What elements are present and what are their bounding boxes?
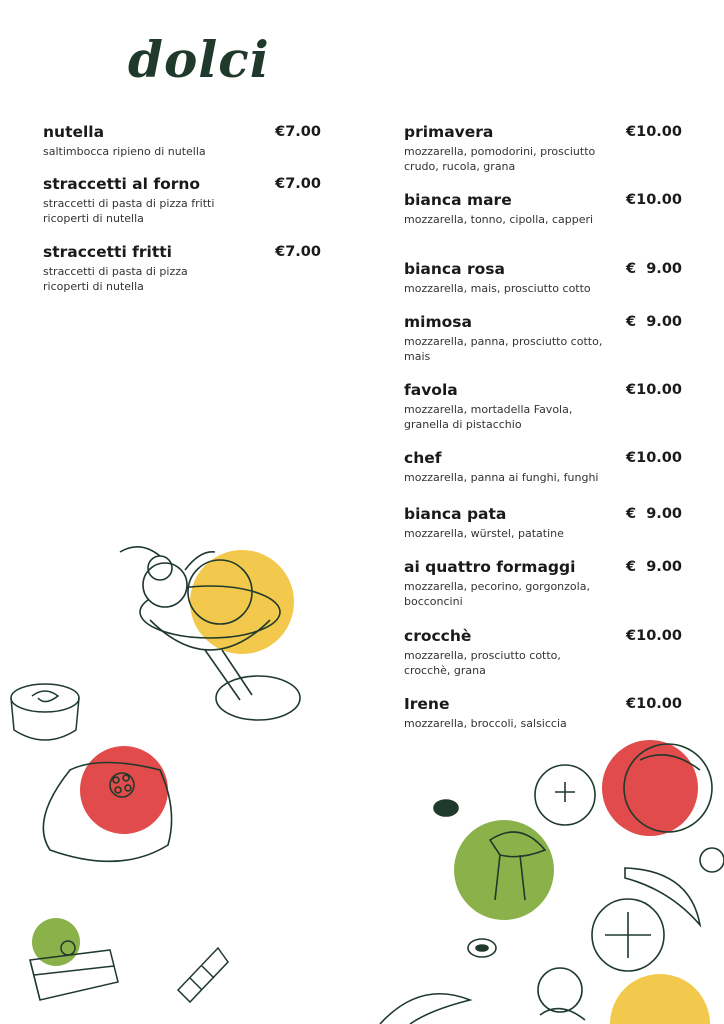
menu-item	[404, 312, 682, 364]
item-name: favola	[404, 381, 458, 399]
item-price: €10.00	[626, 382, 682, 398]
item-name: straccetti al forno	[43, 175, 201, 193]
item-description: mozzarella, broccoli, salsiccia	[404, 717, 567, 730]
item-description: mozzarella, pomodorini, prosciutto crudo, rucola, grana	[404, 145, 596, 173]
menu-item	[43, 174, 321, 226]
item-name: nutella	[43, 123, 105, 141]
tomato-icon	[535, 740, 712, 971]
item-price: € 9.00	[626, 559, 682, 575]
item-price: € 9.00	[626, 261, 682, 277]
item-name: straccetti fritti	[43, 243, 172, 261]
item-description: straccetti di pasta di pizza ricoperti di nutella	[43, 265, 188, 293]
decor-illustrations	[0, 530, 724, 1024]
item-price: €7.00	[275, 244, 321, 260]
item-price: €10.00	[626, 450, 682, 466]
page-title: dolci	[128, 30, 270, 89]
item-name: bianca pata	[404, 505, 507, 523]
item-name: bianca rosa	[404, 260, 505, 278]
item-name: bianca mare	[404, 191, 512, 209]
cinnamon-roll-icon	[11, 684, 79, 740]
menu-item	[43, 122, 321, 159]
cake-slice-icon	[30, 918, 118, 1000]
item-price: €7.00	[275, 124, 321, 140]
item-description: mozzarella, mortadella Favola, granella di pistacchio	[404, 403, 573, 431]
item-name: mimosa	[404, 313, 472, 331]
item-description: mozzarella, würstel, patatine	[404, 527, 564, 540]
menu-item	[404, 259, 682, 296]
panna-cotta-icon	[43, 746, 171, 861]
item-name: chef	[404, 449, 442, 467]
chocolate-bar-icon	[178, 948, 228, 1002]
menu-item	[43, 242, 321, 294]
item-description: mozzarella, panna, prosciutto cotto, mais	[404, 335, 603, 363]
menu-item	[404, 448, 682, 485]
item-name: Irene	[404, 695, 450, 713]
menu-item	[404, 190, 682, 227]
item-description: mozzarella, tonno, cipolla, capperi	[404, 213, 594, 226]
item-description: mozzarella, panna ai funghi, funghi	[404, 471, 599, 484]
item-description: mozzarella, mais, prosciutto cotto	[404, 282, 591, 295]
item-price: €10.00	[626, 124, 682, 140]
item-name: ai quattro formaggi	[404, 558, 576, 576]
item-description: straccetti di pasta di pizza fritti ricoperti di nutella	[43, 197, 215, 225]
item-price: €7.00	[275, 176, 321, 192]
ice-cream-cup-icon	[120, 547, 300, 720]
item-name: crocchè	[404, 627, 472, 645]
item-name: primavera	[404, 123, 494, 141]
item-price: € 9.00	[626, 506, 682, 522]
menu-item	[404, 380, 682, 432]
menu-item	[404, 122, 682, 174]
item-description: saltimbocca ripieno di nutella	[43, 145, 206, 158]
item-price: €10.00	[626, 696, 682, 712]
item-price: €10.00	[626, 192, 682, 208]
chili-pepper-icon	[625, 848, 724, 925]
item-price: €10.00	[626, 628, 682, 644]
item-price: € 9.00	[626, 314, 682, 330]
item-description: mozzarella, prosciutto cotto, crocchè, grana	[404, 649, 561, 677]
mushroom-icon	[454, 820, 585, 1020]
leaf-icon	[380, 974, 710, 1024]
item-description: mozzarella, pecorino, gorgonzola, bocconcini	[404, 580, 590, 608]
